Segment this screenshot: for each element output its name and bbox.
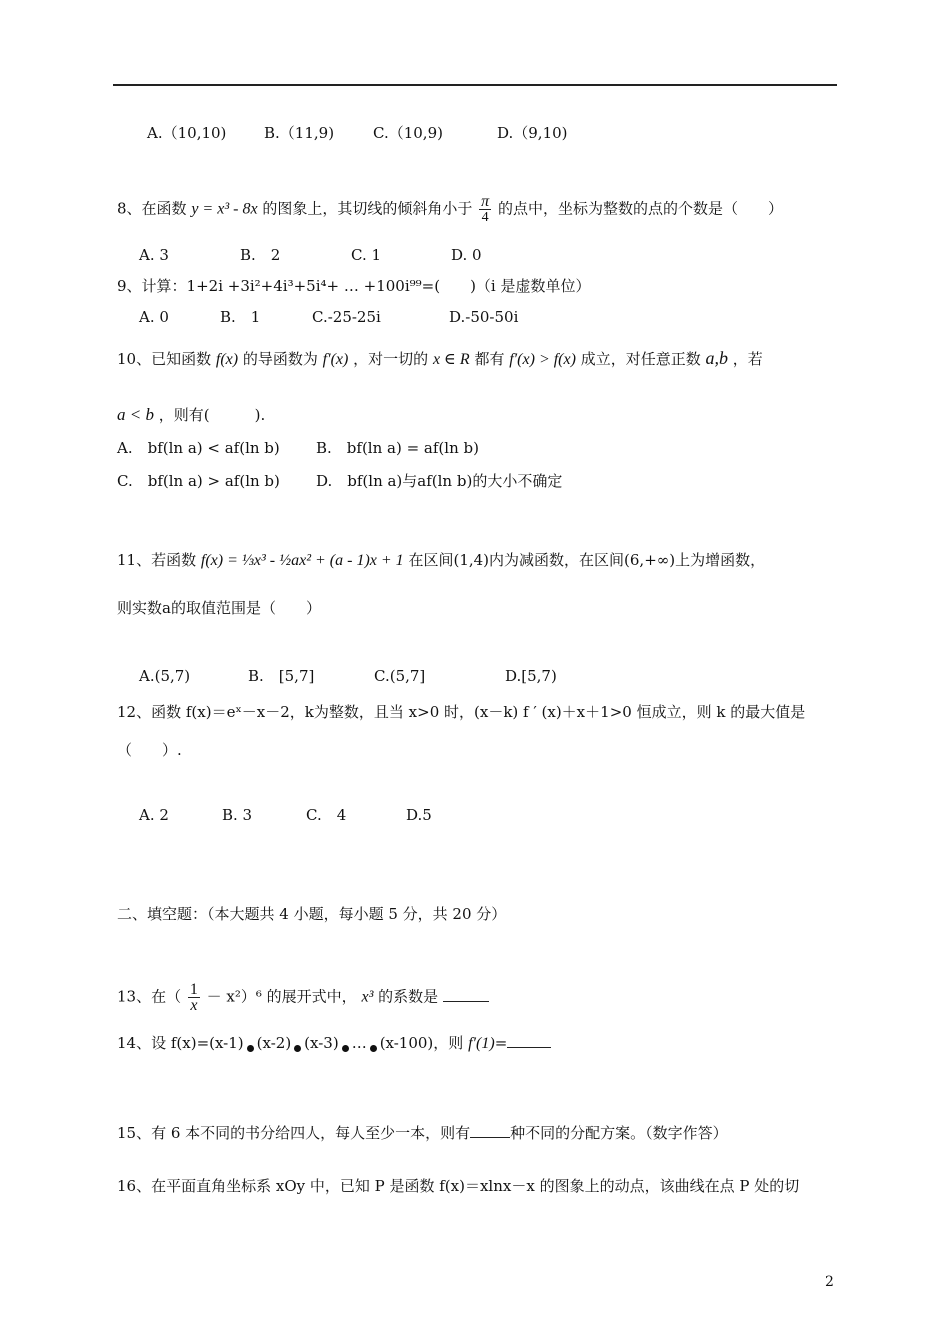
- multiply-dot-icon: [247, 1045, 254, 1052]
- question-12-line2: （ ）.: [117, 741, 182, 759]
- q8-prefix: 8、在函数: [117, 199, 187, 218]
- multiply-dot-icon: [370, 1045, 377, 1052]
- q14-eq: =: [494, 1034, 508, 1052]
- q8-option-a: A. 3: [139, 246, 169, 264]
- q12-option-a: A. 2: [139, 806, 169, 824]
- q11-prefix: 11、若函数: [117, 551, 197, 569]
- q14-answer-blank[interactable]: [507, 1033, 551, 1048]
- q12-option-d: D.5: [406, 806, 432, 824]
- question-16: 16、在平面直角坐标系 xOy 中，已知 P 是函数 f(x)＝xlnx－x 的图象上的动点，该曲线在点 P 处的切: [117, 1177, 800, 1195]
- q10-f4: f′(x) > f(x): [509, 351, 576, 368]
- question-14: [117, 1033, 551, 1054]
- question-10-line1: [117, 348, 763, 370]
- q8-fraction: [479, 194, 491, 225]
- q10-f2: f′(x): [322, 351, 349, 368]
- q7-option-d: D.（9,10): [497, 124, 568, 142]
- question-11-line2: 则实数a的取值范围是（ ）: [117, 599, 321, 617]
- header-rule: [113, 84, 837, 86]
- q8-suffix: 的点中，坐标为整数的点的个数是（ ）: [497, 199, 783, 218]
- q14-p5: (x-100)，则: [379, 1034, 464, 1052]
- q13-suffix: 的系数是: [378, 987, 439, 1006]
- q10-t3: 都有: [474, 350, 505, 368]
- question-9: 9、计算：1+2i +3i²+4i³+5i⁴+ … +100i⁹⁹=( )（i 是虚数单位）: [117, 277, 591, 295]
- q13-mid: － x²）⁶ 的展开式中，: [206, 987, 357, 1006]
- q10-cond: a < b: [117, 405, 154, 424]
- question-12-line1: 12、函数 f(x)＝eˣ－x－2，k为整数，且当 x>0 时，(x－k) f ′ (x)＋x＋1>0 恒成立，则 k 的最大值是: [117, 703, 806, 721]
- q10-t5: ，若: [732, 350, 763, 368]
- q7-option-c: C.（10,9): [373, 124, 443, 142]
- q10-prefix: 10、已知函数: [117, 350, 212, 368]
- q15-suffix: 种不同的分配方案。（数字作答）: [510, 1124, 728, 1142]
- q11-option-b: B. [5,7]: [248, 667, 315, 685]
- q13-fraction: $\frac{1}{x}$: [189, 981, 198, 1014]
- q11-function: f(x) = ⅓x³ - ½ax² + (a - 1)x + 1: [200, 552, 404, 569]
- q9-option-c: C.-25-25i: [312, 308, 381, 326]
- q7-option-a: A.（10,10): [147, 124, 227, 142]
- page-number: 2: [825, 1274, 834, 1290]
- q8-option-b: B. 2: [240, 246, 281, 264]
- multiply-dot-icon: [294, 1045, 301, 1052]
- q15-prefix: 15、有 6 本不同的书分给四人，每人至少一本，则有: [117, 1124, 471, 1142]
- q14-p3: (x-3): [304, 1034, 339, 1052]
- q11-option-c: C.(5,7]: [374, 667, 426, 685]
- q11-option-a: A.(5,7): [139, 667, 191, 685]
- q8-frac-den: 4: [481, 210, 489, 225]
- q12-option-b: B. 3: [222, 806, 253, 824]
- question-11-line1: [117, 550, 765, 571]
- q10-t6: ，则有( ).: [158, 406, 266, 424]
- q11-suffix: 在区间(1,4)内为减函数，在区间(6,+∞)上为增函数，: [408, 551, 766, 569]
- q11-option-d: D.[5,7): [505, 667, 557, 685]
- q10-option-c: C. bf(ln a) > af(ln b): [117, 472, 280, 490]
- q14-fprime: f′(1): [468, 1035, 495, 1052]
- question-15: [117, 1123, 728, 1143]
- q14-p4: …: [351, 1034, 367, 1052]
- multiply-dot-icon: [342, 1045, 349, 1052]
- q10-f5: a,b: [705, 348, 729, 368]
- q10-option-d: D. bf(ln a)与af(ln b)的大小不确定: [316, 472, 563, 490]
- q10-f1: f(x): [215, 351, 239, 368]
- q8-option-c: C. 1: [351, 246, 382, 264]
- section-2-heading: 二、填空题：（本大题共 4 小题，每小题 5 分，共 20 分）: [117, 905, 507, 923]
- q10-t1: 的导函数为: [242, 350, 318, 368]
- question-8: [117, 194, 783, 225]
- question-10-line2: [117, 405, 265, 425]
- q15-answer-blank[interactable]: [470, 1123, 510, 1138]
- q9-option-d: D.-50-50i: [449, 308, 519, 326]
- q8-mid: 的图象上，其切线的倾斜角小于: [262, 199, 473, 218]
- question-13: [117, 982, 489, 1013]
- q10-option-b: B. bf(ln a) = af(ln b): [316, 439, 479, 457]
- q12-option-c: C. 4: [306, 806, 347, 824]
- q9-option-b: B. 1: [220, 308, 261, 326]
- q10-t2: ，对一切的: [353, 350, 429, 368]
- q7-option-b: B.（11,9): [264, 124, 335, 142]
- q10-t4: 成立，对任意正数: [580, 350, 701, 368]
- q13-x3: x³: [361, 988, 374, 1006]
- q10-option-a: A. bf(ln a) < af(ln b): [117, 439, 280, 457]
- q14-prefix: 14、设 f(x)=(x-1): [117, 1034, 244, 1052]
- q14-p2: (x-2): [256, 1034, 292, 1052]
- q9-option-a: A. 0: [139, 308, 169, 326]
- q13-answer-blank[interactable]: [443, 987, 489, 1002]
- q10-f3: x ∈ R: [432, 351, 470, 368]
- q8-frac-num: π: [481, 193, 490, 210]
- q8-function: y = x³ - 8x: [191, 200, 258, 218]
- q8-option-d: D. 0: [451, 246, 482, 264]
- q13-prefix: 13、在（: [117, 987, 182, 1006]
